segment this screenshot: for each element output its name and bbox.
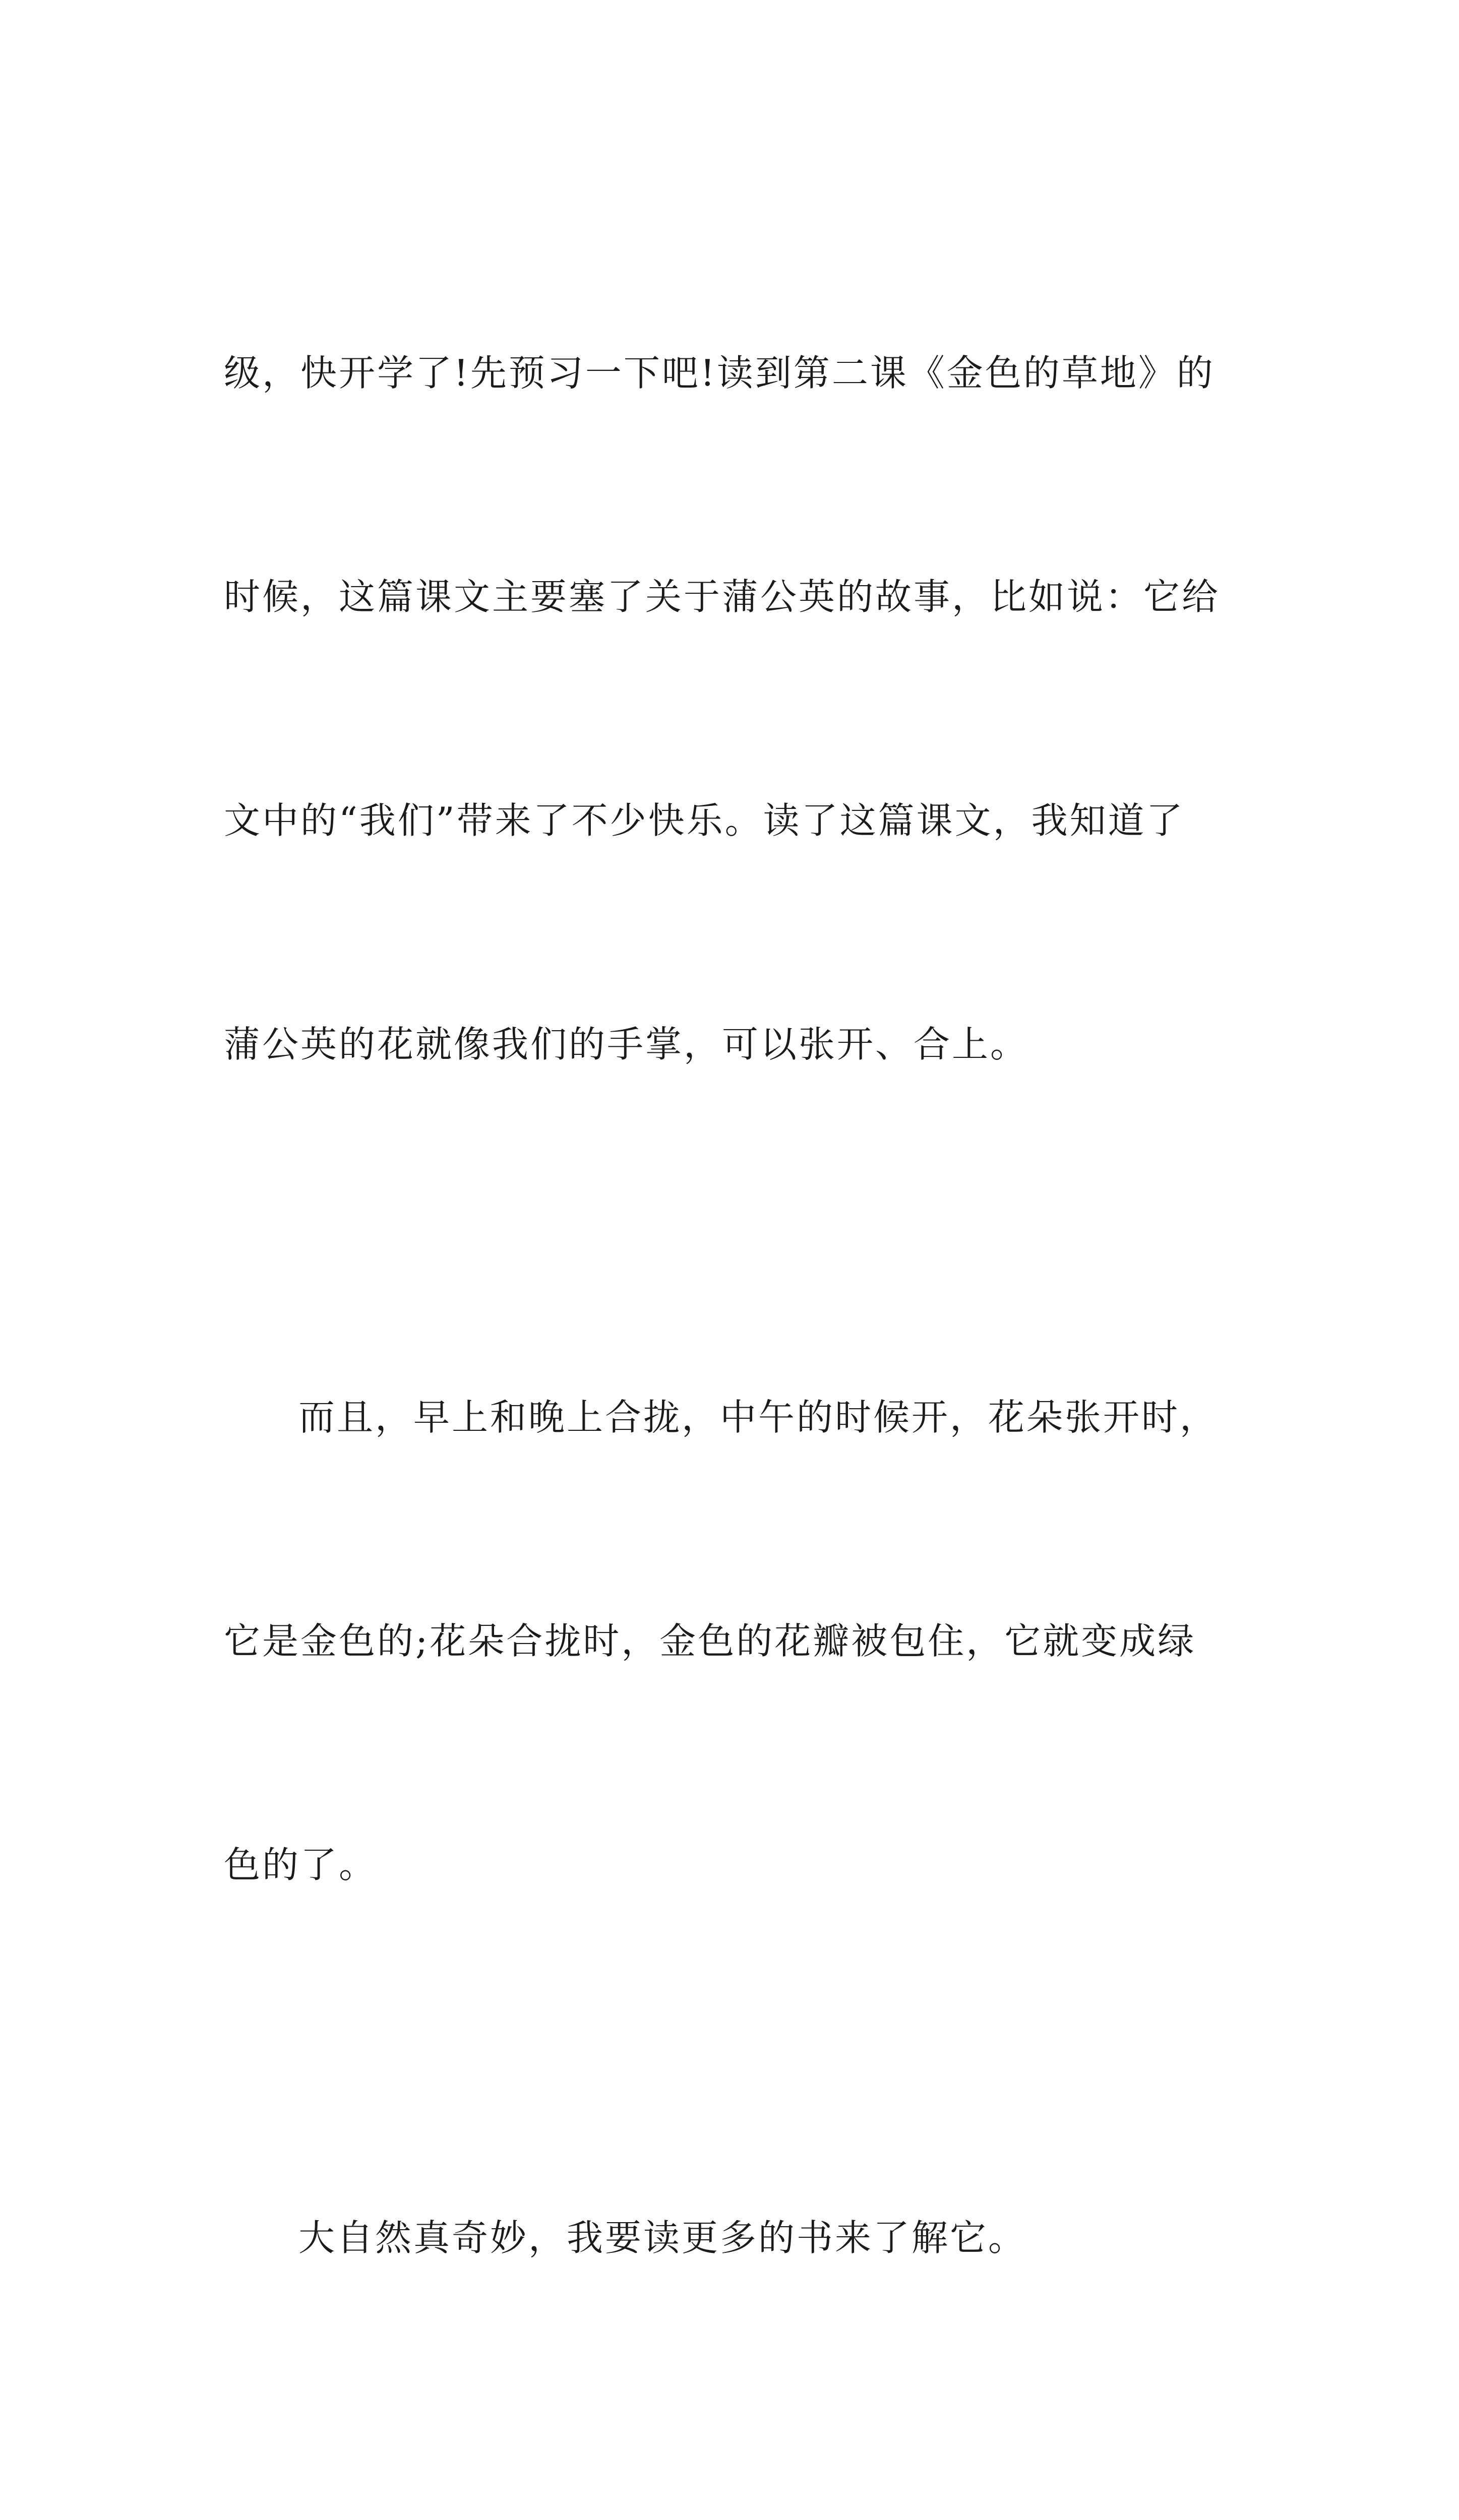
paragraph-2 [224, 1231, 1262, 2051]
section-heading [224, 2424, 1262, 2520]
text-line: 文中的“我们”带来了不少快乐。读了这篇课文，我知道了 [224, 799, 1185, 842]
text-line: 而且，早上和晚上合拢，中午的时候开，花朵张开时， [298, 1396, 1219, 1438]
text-line: 蒲公英的花就像我们的手掌，可以张开、合上。 [224, 1023, 1029, 1065]
paragraph-3 [224, 2051, 1262, 2424]
text-line: 它是金色的;花朵合拢时，金色的花瓣被包住，它就变成绿 [224, 1620, 1196, 1662]
text-line: 大自然真奇妙，我要读更多的书来了解它。 [298, 2217, 1027, 2259]
paragraph-1 [224, 186, 1262, 1231]
document-body [224, 186, 1262, 2520]
text-line: 级，快开学了!先预习一下吧!读到第二课《金色的草地》的 [224, 352, 1215, 394]
text-line: 时候，这篇课文主要塞了关于蒲公英的故事，比如说：它给 [224, 576, 1221, 618]
text-line: 色的了。 [224, 1844, 378, 1886]
